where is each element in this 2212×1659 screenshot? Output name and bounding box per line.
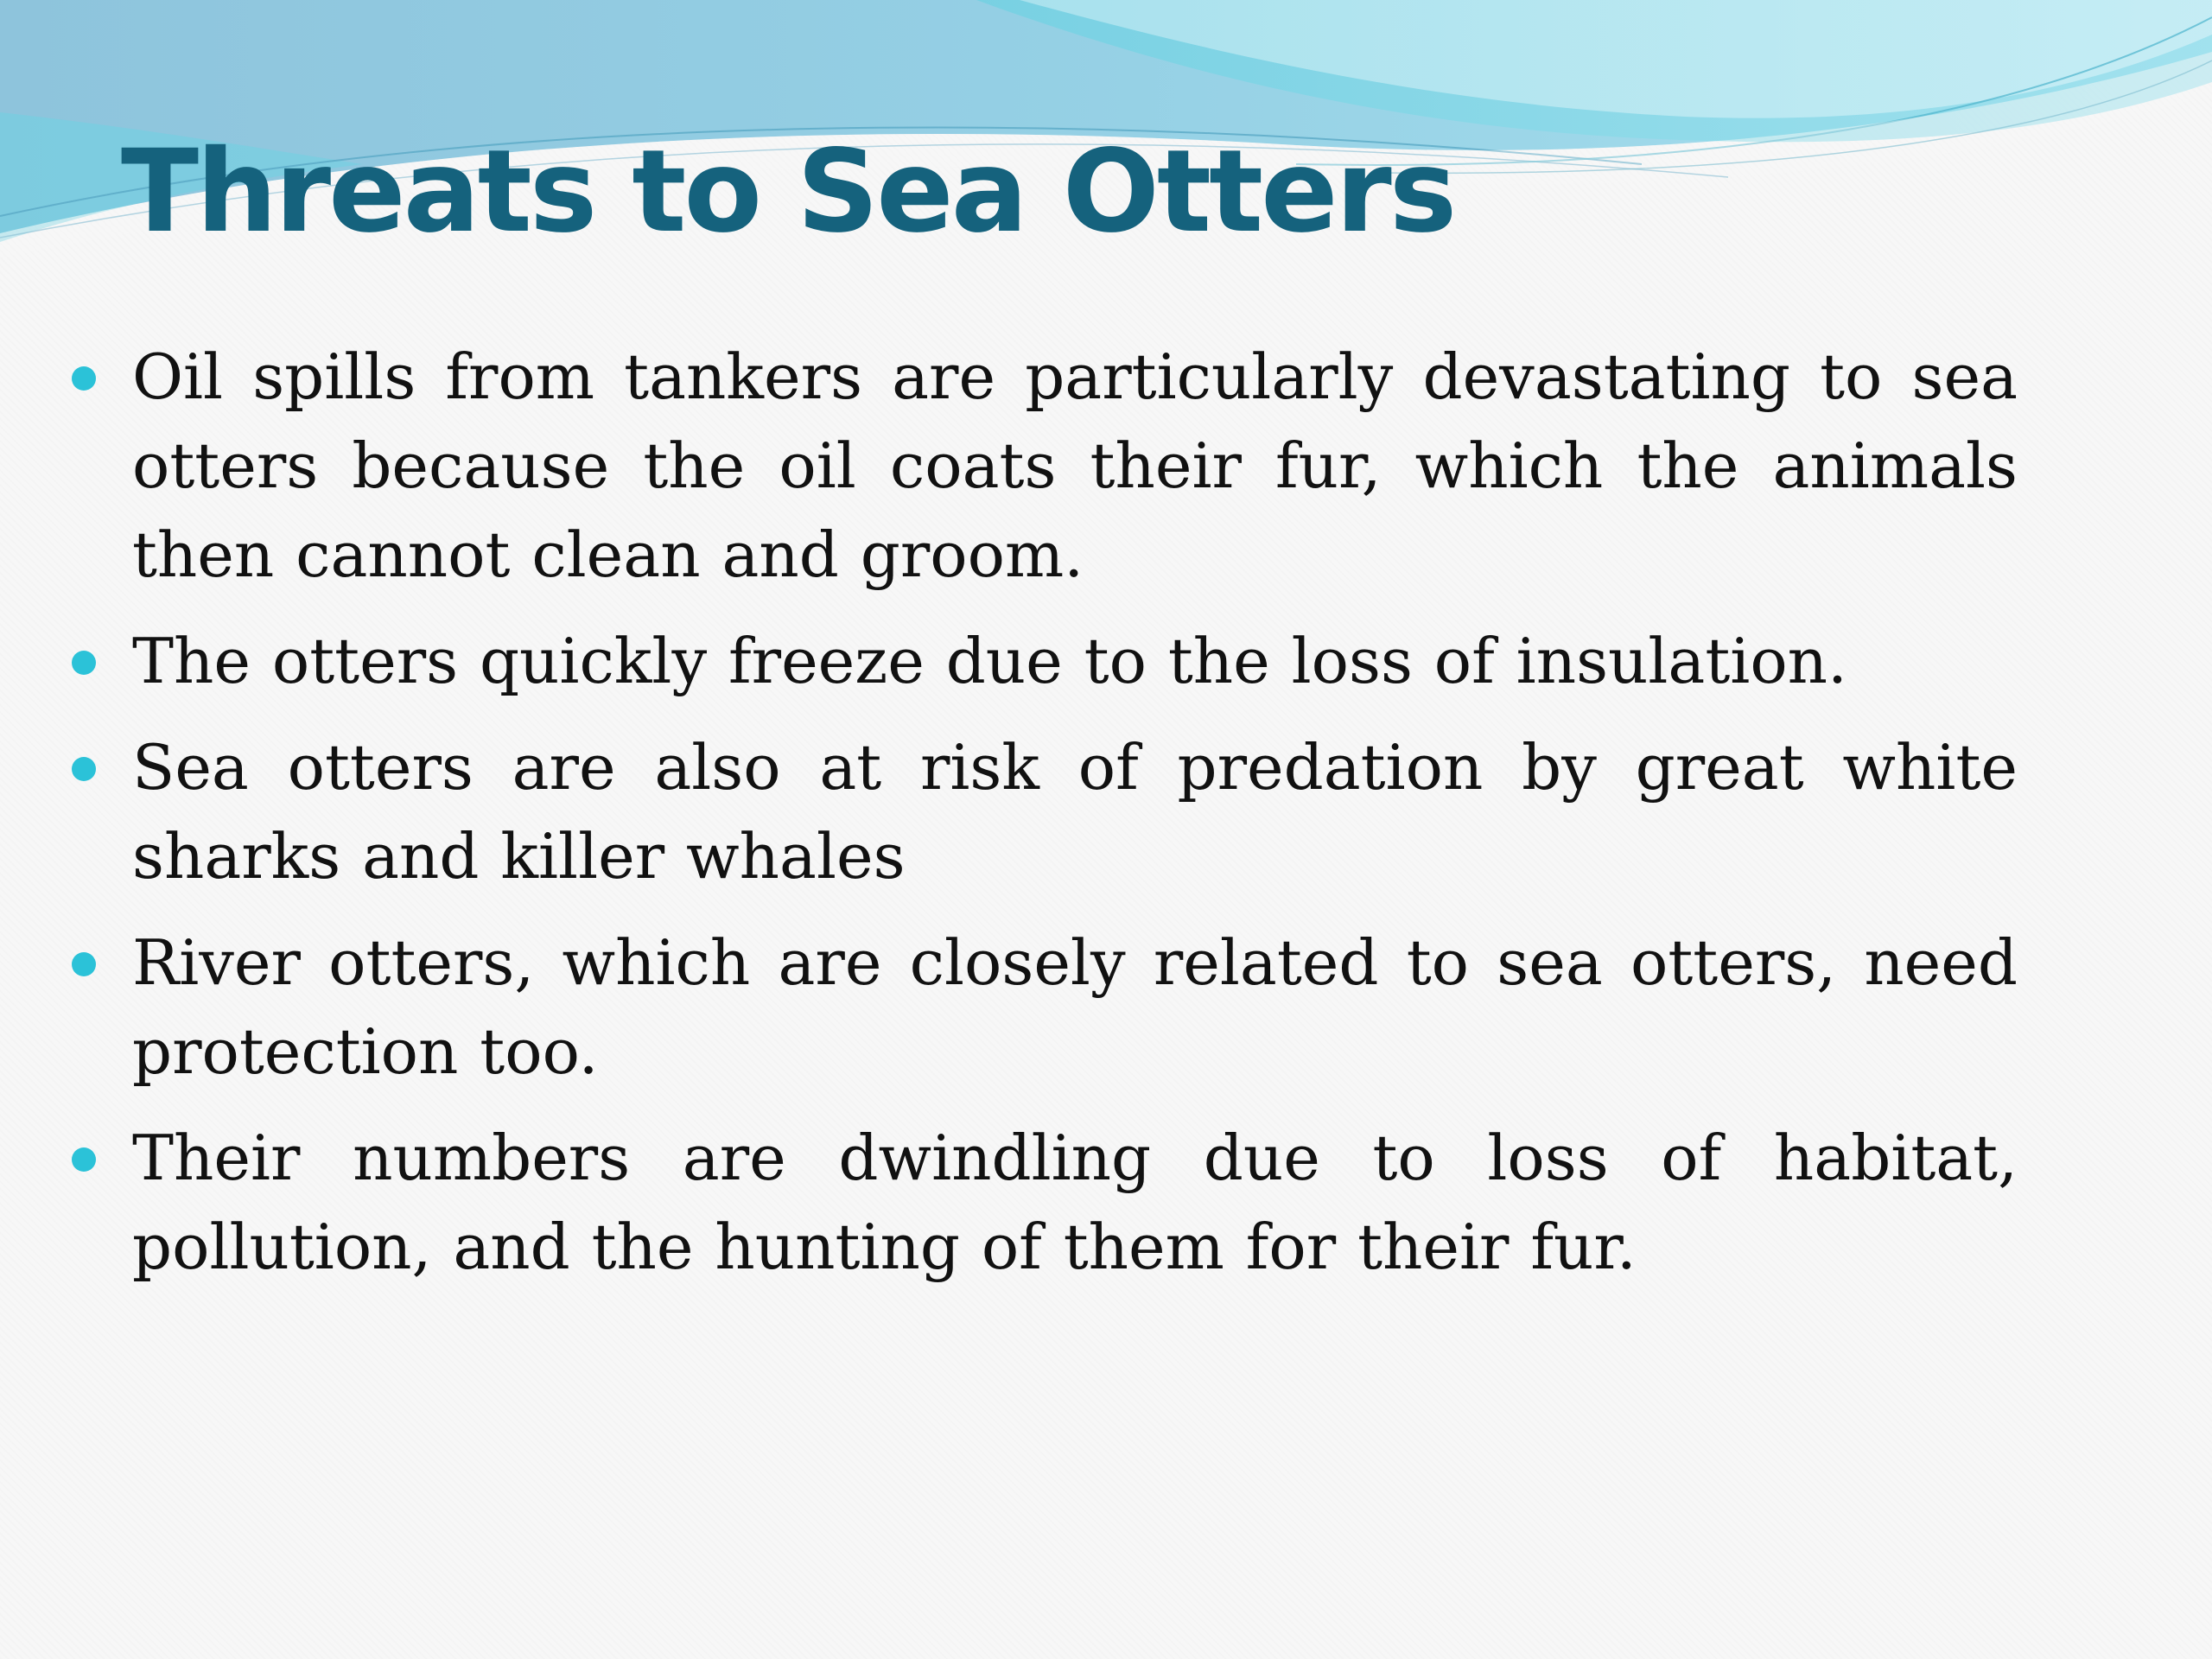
bullet-dot-icon bbox=[72, 651, 96, 675]
slide-title: Threats to Sea Otters bbox=[121, 125, 1455, 258]
bullet-item bbox=[52, 918, 2018, 1096]
bullet-list bbox=[52, 333, 2018, 1309]
bullet-dot-icon bbox=[72, 952, 96, 976]
bullet-text: Sea otters are also at risk of predation by great white sharks and killer whales bbox=[132, 731, 2018, 893]
bullet-dot-icon bbox=[72, 366, 96, 391]
bullet-item bbox=[52, 333, 2018, 600]
bullet-dot-icon bbox=[72, 757, 96, 781]
bullet-text: Their numbers are dwindling due to loss of habitat, pollution, and the hunting of them for their fur. bbox=[132, 1122, 2018, 1283]
bullet-text: Oil spills from tankers are particularly devastating to sea otters because the oil coats their fur, which the animals then cannot clean and groom. bbox=[132, 340, 2018, 591]
bullet-item bbox=[52, 1114, 2018, 1292]
bullet-text: The otters quickly freeze due to the loss of insulation. bbox=[132, 625, 1847, 697]
bullet-text: River otters, which are closely related to sea otters, need protection too. bbox=[132, 926, 2018, 1088]
bullet-item bbox=[52, 617, 2018, 706]
bullet-item bbox=[52, 723, 2018, 901]
bullet-dot-icon bbox=[72, 1147, 96, 1172]
